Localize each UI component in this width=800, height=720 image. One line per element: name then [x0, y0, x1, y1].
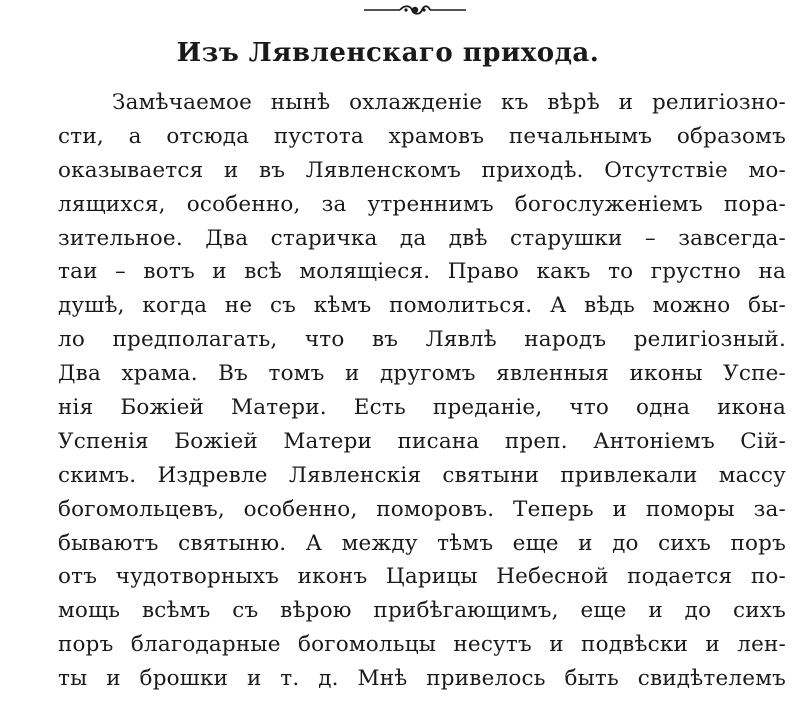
text-line: лящихся, особенно, за утреннимъ богослуженіемъ пора- — [58, 191, 786, 217]
text-line: бываютъ святыню. А между тѣмъ еще и до сихъ поръ — [58, 530, 786, 556]
text-line: скимъ. Издревле Лявленскія святыни привлекали массу — [58, 462, 786, 488]
text-line: Два храма. Въ томъ и другомъ явленныя иконы Успе- — [58, 361, 786, 387]
article-title: Изъ Лявленскаго прихода. — [176, 38, 600, 68]
text-line: поръ благодарные богомольцы несутъ и подвѣски и лен- — [58, 632, 786, 658]
text-line: Успенія Божіей Матери писана преп. Антоніемъ Сій- — [58, 428, 786, 454]
text-line: нія Божіей Матери. Есть преданіе, что одна икона — [58, 395, 786, 421]
text-line: богомольцевъ, особенно, поморовъ. Теперь и поморы за- — [58, 496, 786, 522]
text-line: душѣ, когда не съ кѣмъ помолиться. А вѣдь можно бы- — [58, 293, 786, 319]
text-line: мощь всѣмъ съ вѣрою прибѣгающимъ, еще и до сихъ — [58, 598, 786, 624]
ornament-divider-icon — [360, 2, 470, 18]
article-body — [58, 86, 786, 696]
text-line: зительное. Два старичка да двѣ старушки – завсегда- — [58, 225, 786, 251]
text-line: отъ чудотворныхъ иконъ Царицы Небесной подается по- — [58, 564, 786, 590]
text-line: таи – вотъ и всѣ молящіеся. Право какъ то грустно на — [58, 259, 786, 285]
text-line: сти, а отсюда пустота храмовъ печальнымъ образомъ — [58, 123, 786, 149]
text-line: ло предполагать, что въ Лявлѣ народъ религіозный. — [58, 327, 786, 353]
text-line: оказывается и въ Лявленскомъ приходѣ. Отсутствіе мо- — [58, 157, 786, 183]
text-line: ты и брошки и т. д. Мнѣ привелось быть свидѣтелемъ — [58, 666, 786, 692]
text-line: Замѣчаемое нынѣ охлажденіе къ вѣрѣ и религіозно- — [112, 90, 786, 115]
